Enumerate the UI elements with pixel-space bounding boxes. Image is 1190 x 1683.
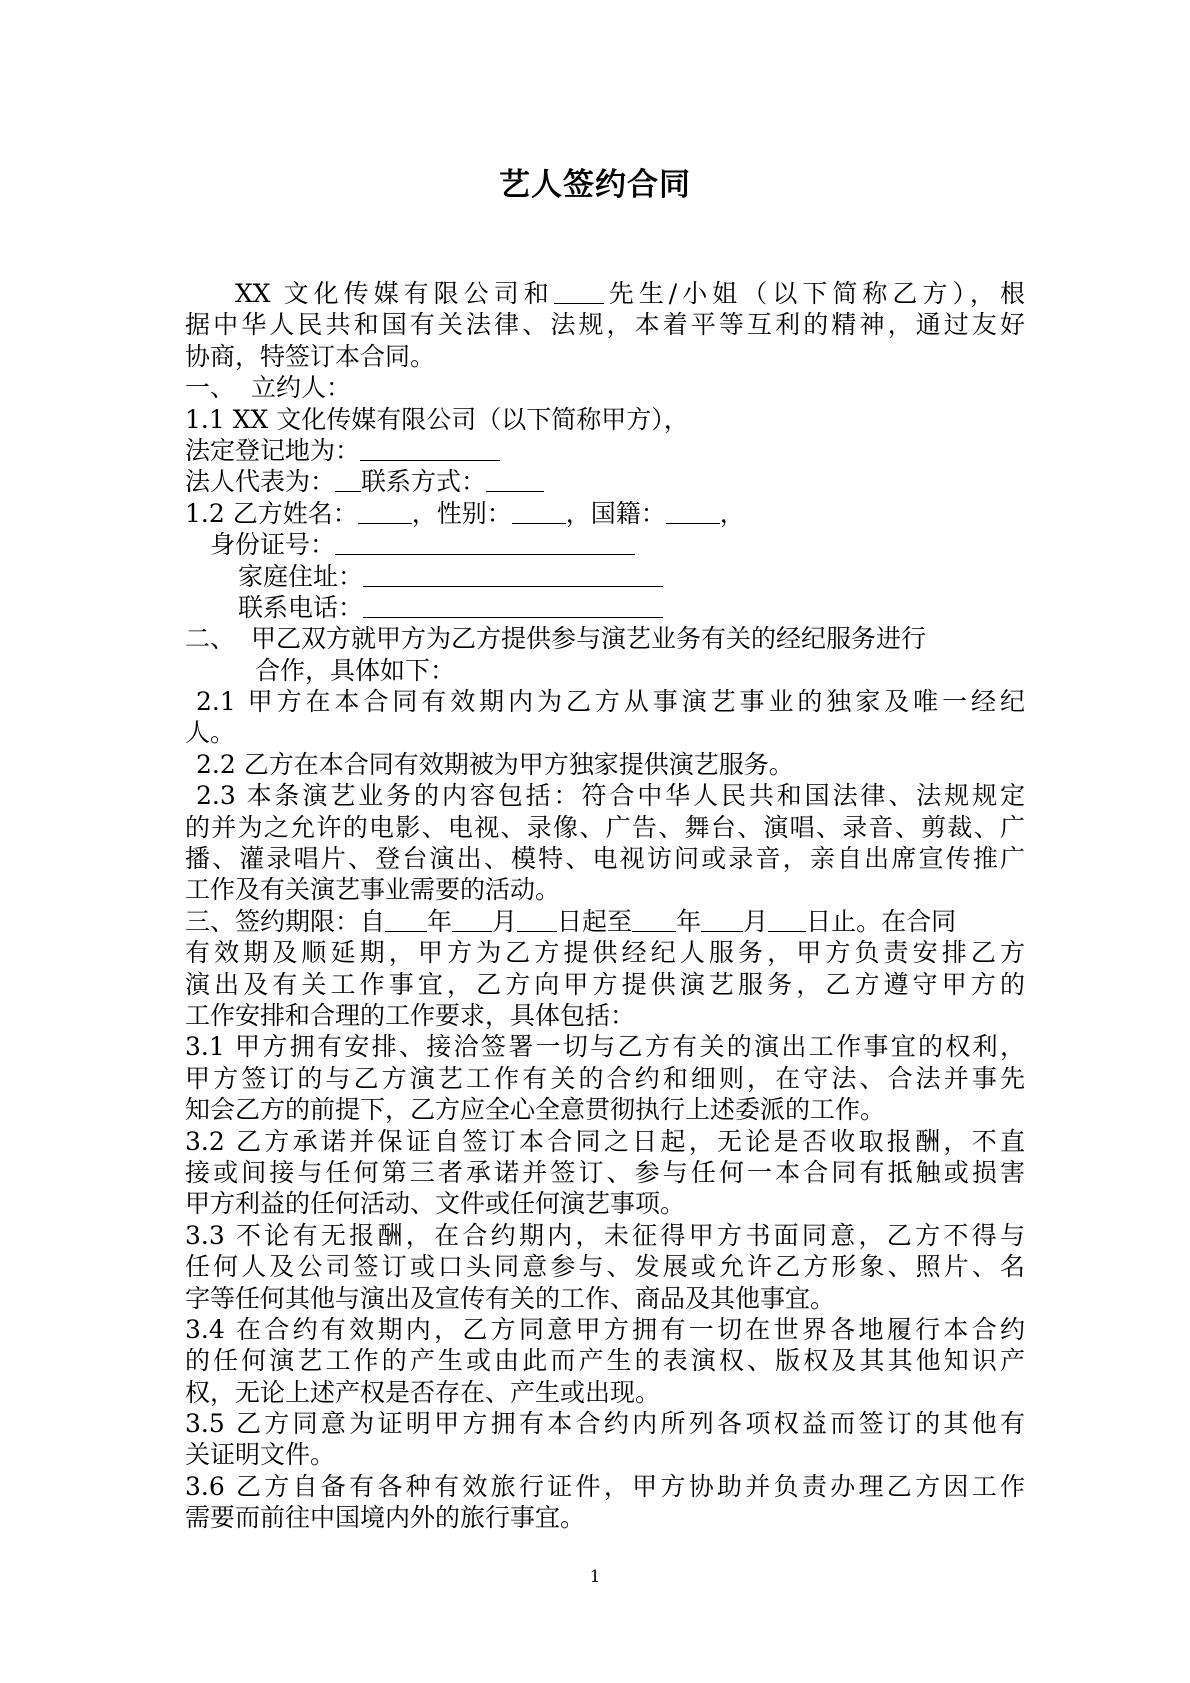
section-heading: 二、 甲乙双方就甲方为乙方提供参与演艺业务有关的经纪服务进行 [185,624,927,654]
section-heading: 三、签约期限：自 年 月 日起至 年 月 日止。在合同 [185,906,957,936]
paragraph-line: 权，无论上述产权是否存在、产生或出现。 [185,1377,661,1407]
blank-line [512,499,566,524]
blank-line [363,562,663,587]
paragraph-line: 3.3 不论有无报酬，在合约期内，未征得甲方书面同意，乙方不得与 [185,1220,1025,1250]
blank-line [666,499,720,524]
paragraph-line: 法定登记地为： [185,435,1025,466]
paragraph-line: 3.4 在合约有效期内，乙方同意甲方拥有一切在世界各地履行本合约 [185,1314,1025,1344]
paragraph-line: 2.1 甲方在本合同有效期内为乙方从事演艺事业的独家及唯一经纪 [196,687,1025,717]
paragraph-line: 家庭住址： [185,561,1025,592]
paragraph-line: 3.6 乙方自备有各种有效旅行证件，甲方协助并负责办理乙方因工作 [185,1471,1025,1501]
paragraph-line: 的任何演艺工作的产生或由此而产生的表演权、版权及其其他知识产 [185,1346,1025,1376]
page-number: 1 [589,1567,601,1587]
paragraph-line: 接或间接与任何第三者承诺并签订、参与任何一本合同有抵触或损害 [185,1157,1025,1187]
paragraph-line: XX 文化传媒有限公司和 先生/小姐（以下简称乙方），根 [235,279,1025,308]
paragraph-line: 协商，特签订本合同。 [185,341,436,371]
paragraph-line: 1.1 XX 文化传媒有限公司（以下简称甲方）， [185,404,689,434]
paragraph-line: 2.3 本条演艺业务的内容包括：符合中华人民共和国法律、法规规定 [196,781,1025,811]
blank-line [768,907,806,932]
paragraph-line: 身份证号： [185,529,1025,560]
paragraph-line: 演出及有关工作事宜，乙方向甲方提供演艺服务，乙方遵守甲方的 [185,969,1025,999]
paragraph-line: 1.2 乙方姓名： ，性别： ，国籍： ， [185,498,745,528]
paragraph-line: 3.2 乙方承诺并保证自签订本合同之日起，无论是否收取报酬，不直 [185,1126,1025,1156]
blank-line [632,907,676,932]
paragraph-line: 3.1 甲方拥有安排、接洽签署一切与乙方有关的演出工作事宜的权利， [185,1032,1025,1062]
blank-line [358,499,412,524]
paragraph-line: 2.2 乙方在本合同有效期被为甲方独家提供演艺服务。 [196,749,794,779]
paragraph-line: 任何人及公司签订或口头同意参与、发展或允许乙方形象、照片、名 [185,1252,1025,1282]
paragraph-line: 工作安排和合理的工作要求，具体包括： [185,1000,636,1030]
blank-line [335,467,361,492]
blank-line [335,530,635,555]
document-title: 艺人签约合同 [499,167,691,203]
paragraph-line: 知会乙方的前提下，乙方应全心全意贯彻执行上述委派的工作。 [185,1095,886,1125]
paragraph-line: 据中华人民共和国有关法律、法规，本着平等互利的精神，通过友好 [185,310,1025,340]
blank-line [452,907,492,932]
blank-line [360,436,500,461]
paragraph-line: 的并为之允许的电影、电视、录像、广告、舞台、演唱、录音、剪裁、广 [185,812,1025,842]
paragraph-line: 播、灌录唱片、登台演出、模特、电视访问或录音，亲自出席宣传推广 [185,844,1025,874]
blank-line [554,279,604,304]
paragraph-line: 需要而前往中国境内外的旅行事宜。 [185,1503,586,1533]
blank-line [701,907,743,932]
paragraph-line: 3.5 乙方同意为证明甲方拥有本合约内所列各项权益而签订的其他有 [185,1409,1025,1439]
paragraph-line: 甲方利益的任何活动、文件或任何演艺事项。 [185,1189,686,1219]
paragraph-line: 联系电话： [185,592,1025,623]
paragraph-line: 法人代表为： 联系方式： [185,466,1025,497]
section-heading: 一、 立约人： [185,373,352,403]
paragraph-line: 关证明文件。 [185,1440,336,1470]
contract-body [185,278,1025,1534]
paragraph-line: 工作及有关演艺事业需要的活动。 [185,875,561,905]
blank-line [486,467,544,492]
paragraph-line: 字等任何其他与演出及宣传有关的工作、商品及其他事宜。 [185,1283,836,1313]
paragraph-line: 有效期及顺延期，甲方为乙方提供经纪人服务，甲方负责安排乙方 [185,938,1025,968]
blank-line [385,907,427,932]
blank-line [363,593,663,618]
paragraph-line: 合作，具体如下： [255,655,456,685]
paragraph-line: 甲方签订的与乙方演艺工作有关的合约和细则，在守法、合法并事先 [185,1063,1025,1093]
paragraph-line: 人。 [185,718,236,748]
blank-line [517,907,557,932]
